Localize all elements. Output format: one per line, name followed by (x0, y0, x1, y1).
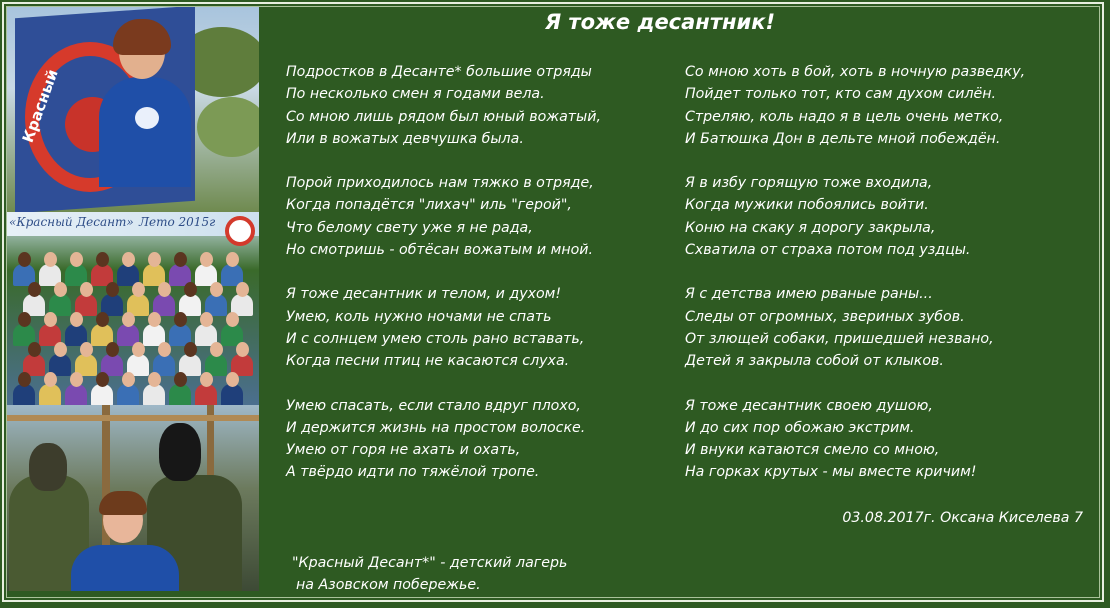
child-face (122, 252, 135, 267)
tree (197, 97, 259, 157)
soldier-left-head (29, 443, 67, 491)
woman-shirt (71, 545, 179, 591)
stanza (685, 283, 1085, 372)
poem-line: И до сих пор обожаю экстрим. (685, 419, 915, 436)
poem-line: Умею спасать, если стало вдруг плохо, (286, 397, 581, 414)
photo-collage (7, 7, 259, 591)
child-face (96, 312, 109, 327)
child-figure (39, 384, 61, 405)
poem-line: И держится жизнь на простом волоске. (286, 419, 586, 436)
poem-line: От злющей собаки, пришедшей незвано, (685, 330, 994, 347)
child-face (80, 282, 93, 297)
flag-lettering: Красный (18, 67, 62, 145)
stanza (286, 61, 686, 150)
child-figure (65, 384, 87, 405)
camp-logo-icon (225, 216, 255, 246)
child-face (200, 252, 213, 267)
child-figure (143, 384, 165, 405)
poem-line: На горках крутых - мы вместе кричим! (685, 464, 977, 481)
child-face (70, 372, 83, 387)
child-face (122, 372, 135, 387)
poem-line: Со мною хоть в бой, хоть в ночную разведку, (685, 64, 1026, 80)
child-face (158, 282, 171, 297)
child-face (174, 372, 187, 387)
poem-line: Когда песни птиц не касаются слуха. (286, 353, 570, 370)
child-face (18, 372, 31, 387)
child-face (200, 372, 213, 387)
poem-line: И с солнцем умею столь рано вставать, (286, 330, 585, 347)
stanza (685, 172, 1085, 261)
stanza (286, 283, 686, 372)
poem-line: Когда попадётся "лихач" иль "герой", (286, 197, 572, 214)
child-face (132, 282, 145, 297)
playground-beam (7, 415, 259, 421)
child-face (200, 312, 213, 327)
stanza (685, 61, 1085, 150)
child-face (226, 252, 239, 267)
child-face (106, 282, 119, 297)
child-face (96, 372, 109, 387)
child-face (54, 282, 67, 297)
poem-line: Что белому свету уже я не рада, (286, 219, 533, 236)
poem-line: Следы от огромных, звериных зубов. (685, 308, 965, 325)
footnote-line: "Красный Десант*" - детский лагерь (292, 555, 568, 571)
child-face (70, 312, 83, 327)
child-face (226, 312, 239, 327)
child-figure (91, 384, 113, 405)
child-face (148, 252, 161, 267)
child-face (174, 312, 187, 327)
child-face (18, 252, 31, 267)
child-face (210, 342, 223, 357)
child-face (148, 372, 161, 387)
poem-line: Порой приходилось нам тяжко в отряде, (286, 175, 594, 192)
poem-line: Умею, коль нужно ночами не спать (286, 308, 552, 325)
poem-line: Я тоже десантник своею душою, (685, 397, 933, 414)
poem-line: И Батюшка Дон в дельте мной побеждён. (685, 130, 1001, 147)
poem-column-right (685, 61, 1085, 506)
stanza (286, 395, 686, 484)
poem-line: Но смотришь - обтёсан вожатым и мной. (286, 242, 594, 259)
footnote-line: на Азовском побережье. (296, 577, 481, 593)
poem-line: Я с детства имею рваные раны... (685, 286, 933, 303)
poem-line: А твёрдо идти по тяжёлой тропе. (286, 464, 540, 481)
child-face (44, 312, 57, 327)
child-face (44, 372, 57, 387)
child-face (158, 342, 171, 357)
child-face (184, 282, 197, 297)
poem-line: Умею от горя не ахать и охать, (286, 442, 521, 459)
photo-with-soldiers (7, 405, 259, 591)
woman-shirt (99, 77, 191, 187)
child-face (106, 342, 119, 357)
photo-group (7, 212, 259, 405)
child-face (28, 282, 41, 297)
child-face (122, 312, 135, 327)
poem-line: Схватила от страха потом под уздцы. (685, 242, 971, 259)
stanza (685, 395, 1085, 484)
child-figure (195, 384, 217, 405)
banner-date: Лето 2015г (139, 215, 216, 229)
poem-line: Подростков в Десанте* большие отряды (286, 64, 592, 80)
poem-line: Стреляю, коль надо я в цель очень метко, (685, 108, 1004, 125)
child-figure (169, 384, 191, 405)
banner-title: «Красный Десант» (9, 215, 134, 229)
poem-title: Я тоже десантник! (544, 10, 776, 34)
shirt-logo-icon (135, 107, 159, 129)
footnote (292, 552, 567, 596)
child-face (96, 252, 109, 267)
poem-line: Я тоже десантник и телом, и духом! (286, 286, 562, 303)
poem-line: Детей я закрыла собой от клыков. (685, 353, 944, 370)
author-signature: 03.08.2017г. Оксана Киселева 7 (842, 510, 1083, 526)
child-figure (13, 384, 35, 405)
poem-line: Коню на скаку я дорогу закрыла, (685, 219, 936, 236)
poem-line: И внуки катаются смело со мною, (685, 442, 940, 459)
poem-line: Со мною лишь рядом был юный вожатый, (286, 108, 601, 125)
child-face (236, 342, 249, 357)
child-face (18, 312, 31, 327)
poem-column-left (286, 61, 686, 506)
child-face (236, 282, 249, 297)
child-face (132, 342, 145, 357)
photo-leader-with-flag (7, 7, 259, 212)
child-face (28, 342, 41, 357)
stanza (286, 172, 686, 261)
poem-line: Я в избу горящую тоже входила, (685, 175, 933, 192)
balaclava (159, 423, 201, 481)
poem-line: Или в вожатых девчушка была. (286, 130, 524, 147)
child-face (70, 252, 83, 267)
poem-line: Пойдет только тот, кто сам духом силён. (685, 86, 997, 103)
child-figure (117, 384, 139, 405)
child-figure (221, 384, 243, 405)
child-face (184, 342, 197, 357)
woman-hair (99, 491, 147, 515)
child-face (148, 312, 161, 327)
child-face (226, 372, 239, 387)
child-face (210, 282, 223, 297)
child-face (174, 252, 187, 267)
child-face (54, 342, 67, 357)
child-face (80, 342, 93, 357)
poem-line: Когда мужики побоялись войти. (685, 197, 929, 214)
child-face (44, 252, 57, 267)
poem-line: По несколько смен я годами вела. (286, 86, 545, 103)
